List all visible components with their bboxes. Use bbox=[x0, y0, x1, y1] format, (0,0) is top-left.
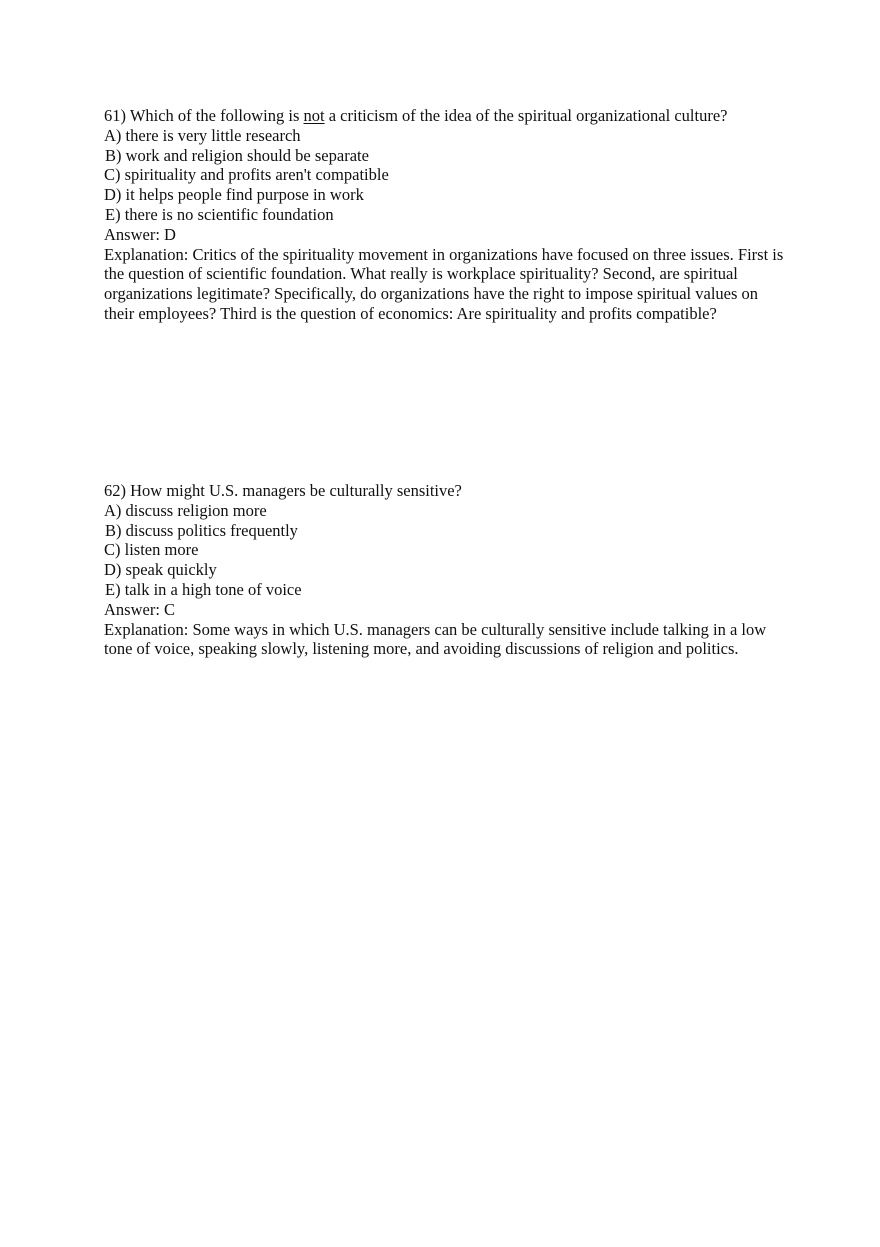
answer: Answer: D bbox=[104, 224, 176, 244]
question-stem bbox=[104, 106, 784, 126]
option-a: A) discuss religion more bbox=[104, 500, 267, 520]
question-62 bbox=[104, 481, 784, 659]
option-d: D) speak quickly bbox=[104, 560, 217, 580]
answer: Answer: C bbox=[104, 599, 176, 619]
option-b: B) discuss politics frequently bbox=[105, 520, 298, 540]
option-a: A) there is very little research bbox=[104, 125, 301, 145]
option-c: C) listen more bbox=[104, 540, 199, 560]
option-e: E) there is no scientific foundation bbox=[105, 204, 334, 224]
question-stem: 62) How might U.S. managers be culturally sensitive? bbox=[104, 481, 462, 500]
explanation: Explanation: Critics of the spirituality movement in organizations have focused on three issues. First is the question of scientific foundation. What really is workplace spirituality? Second, are spiritual organizations legitimate? Specifically, do organizations have the right to impose spiritual values on their employees? Third is the question of economics: Are spirituality and profits compatible? bbox=[104, 244, 784, 323]
option-d: D) it helps people find purpose in work bbox=[104, 185, 364, 205]
stem-text: 61) Which of the following is bbox=[104, 106, 304, 125]
option-b: B) work and religion should be separate bbox=[105, 145, 369, 165]
question-61 bbox=[104, 106, 784, 324]
stem-emphasis: not bbox=[303, 106, 325, 125]
option-c: C) spirituality and profits aren't compatible bbox=[104, 165, 389, 185]
stem-text: a criticism of the idea of the spiritual organizational culture? bbox=[324, 106, 728, 125]
explanation: Explanation: Some ways in which U.S. managers can be culturally sensitive include talking in a low tone of voice, speaking slowly, listening more, and avoiding discussions of religion and politics. bbox=[104, 619, 767, 659]
option-e: E) talk in a high tone of voice bbox=[105, 579, 302, 599]
